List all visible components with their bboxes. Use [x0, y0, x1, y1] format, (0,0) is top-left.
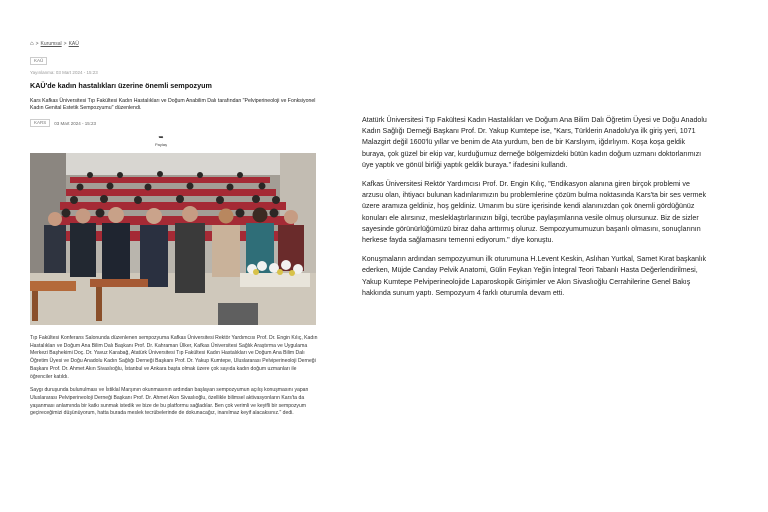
article-right-column	[362, 115, 710, 307]
breadcrumb-current-link[interactable]: KAÜ	[68, 41, 79, 47]
home-icon[interactable]: ⌂	[30, 41, 34, 47]
breadcrumb-category-link[interactable]: Kurumsal	[40, 41, 62, 47]
share-button[interactable]	[151, 135, 171, 147]
article-paragraph: Kafkas Üniversitesi Rektör Yardımcısı Prof. Dr. Engin Kılıç, "Endikasyon alanına giren birçok problemi ve arzusu olan, ihtiyacı bulunan kadınlarımızın bu problemlerine çözüm bulma noktasında Kars'ta bir ses vermek üzere aramıza geldiniz, hoş geldiniz. Umarım bu süre içerisinde kendi alanınızdan çok önemli gördüğünüz konuları ele alırsınız, mesleklaştırlarınızın bilgi, tecrübe paylaşımlarına vesile olmuş olursunuz. Biz de sizler sayesinde görünürlüğümüzü biraz daha arttırmış oluruz. Sempozyumumuzun başarılı olmasını, sonuçlarının herkese fayda sağlamasını temenni ediyorum." diye konuştu.	[362, 180, 706, 245]
article-lead: Kars Kafkas Üniversitesi Tıp Fakültesi Kadın Hastalıkları ve Doğum Anabilim Dalı tarafından "Pelviperineoloji ve Fonksiyonel Kadın Genital Estetik Sempozyumu" düzenlendi.	[30, 98, 316, 111]
article-meta	[30, 119, 322, 127]
breadcrumb-separator: >	[35, 41, 39, 47]
location-badge[interactable]: KARS	[30, 119, 50, 127]
meta-timestamp: 03 Mart 2024 - 15:23	[54, 120, 97, 126]
breadcrumb	[30, 40, 322, 48]
photo-caption: Tıp Fakültesi Konferans Salonunda düzenlenen sempozyuma Kafkas Üniversitesi Rektör Yardımcısı Prof. Dr. Engin Kılıç, Kadın Hastalıkları ve Doğum Ana Bilim Dalı Başkanı Prof. Dr. Kahraman Ülker, Kafkas Üniversitesi Sağlık Araştırma ve Uygulama Merkezi Başhekimi Doç. Dr. Yavuz Karabağ, Atatürk Üniversitesi Tıp Fakültesi Kadın Hastalıkları ve Doğum Ana Bilim Dalı Öğretim Üyesi ve Doğu Anadolu Kadın Sağlığı Derneği Başkanı Prof. Dr. Yakup Kumtepe, Uluslararası Pelviperineoloji Derneği Başkanı Prof. Dr. Ahmet Akın Sivaslıoğlu, İstanbul ve Ankara başta olmak üzere çok sayıda kadın doğum uzmanları ile öğrenciler katıldı.	[30, 335, 318, 380]
category-tag[interactable]: KAÜ	[30, 57, 47, 65]
share-label: Paylaş	[154, 142, 167, 147]
article-paragraph: Konuşmaların ardından sempozyumun ilk oturumuna H.Levent Keskin, Aslıhan Yurtkal, Samet Kırat başkanlık ederken, Müjde Canday Pelvik Anatomi, Gülin Feykan Yeğin İntegral Teori Tabanlı Hasta Değerlendirilmesi, Yakup Kumtepe Pelviperineolojide Laparoskopik Girişimler ve Akın Sivaslıoğlu Cerrahilerine Genel Bakış hakkında sunum yaptı. Sempozyum 4 farklı oturumla devam etti.	[362, 255, 707, 297]
share-icon: ➥	[158, 135, 164, 141]
article-paragraph: Saygı duruşunda bulunulması ve İstiklal Marşının okunmasının ardından başlayan sempozyumun açılış konuşmasını yapan Uluslararası Pelviperineoloji Derneği Başkanı Prof. Dr. Ahmet Akın Sivaslıoğlu, özellikle bilimsel aktivasyonların Kars'ta da yaşanması anlamında bir katkı sunmak istedik ve bize de bu platformu sağladılar. Ben çok verimli ve keyifli bir sempozyum geçireceğimizi düşünüyorum, hatta burada meslek tecrübelerinde de dokunacağız, inanılmaz keyif alacaksınız." dedi.	[30, 387, 309, 417]
published-date: Yayınlanma: 03 Mart 2024 - 15:23	[30, 70, 98, 75]
article-photo	[30, 153, 316, 325]
symposium-photo-illustration	[30, 153, 316, 325]
article-left-column	[30, 40, 322, 418]
breadcrumb-separator: >	[63, 41, 67, 47]
article-paragraph: Atatürk Üniversitesi Tıp Fakültesi Kadın Hastalıkları ve Doğum Ana Bilim Dalı Öğretim Üyesi ve Doğu Anadolu Kadın Sağlığı Derneği Başkanı Prof. Dr. Yakup Kumtepe ise, "Kars, Türklerin Anadolu'ya ilk giriş yeri, 1071 Malazgirt değil 1600'lü yıllar ve benim de Ata yurdum, ben de bir Karslıyım, iğdırlıyım. Koşa koşa geldik buraya, çok güzel bir ekip var, kurduğumuz derneğe bölgemizdeki bütün kadın doğum uzmanı doktorlarımızı üye yaptık ve gönül birliği yaptık geldik buraya." ifadesini kullandı.	[362, 116, 707, 169]
article-title: KAÜ'de kadın hastalıkları üzerine önemli sempozyum	[30, 81, 212, 90]
